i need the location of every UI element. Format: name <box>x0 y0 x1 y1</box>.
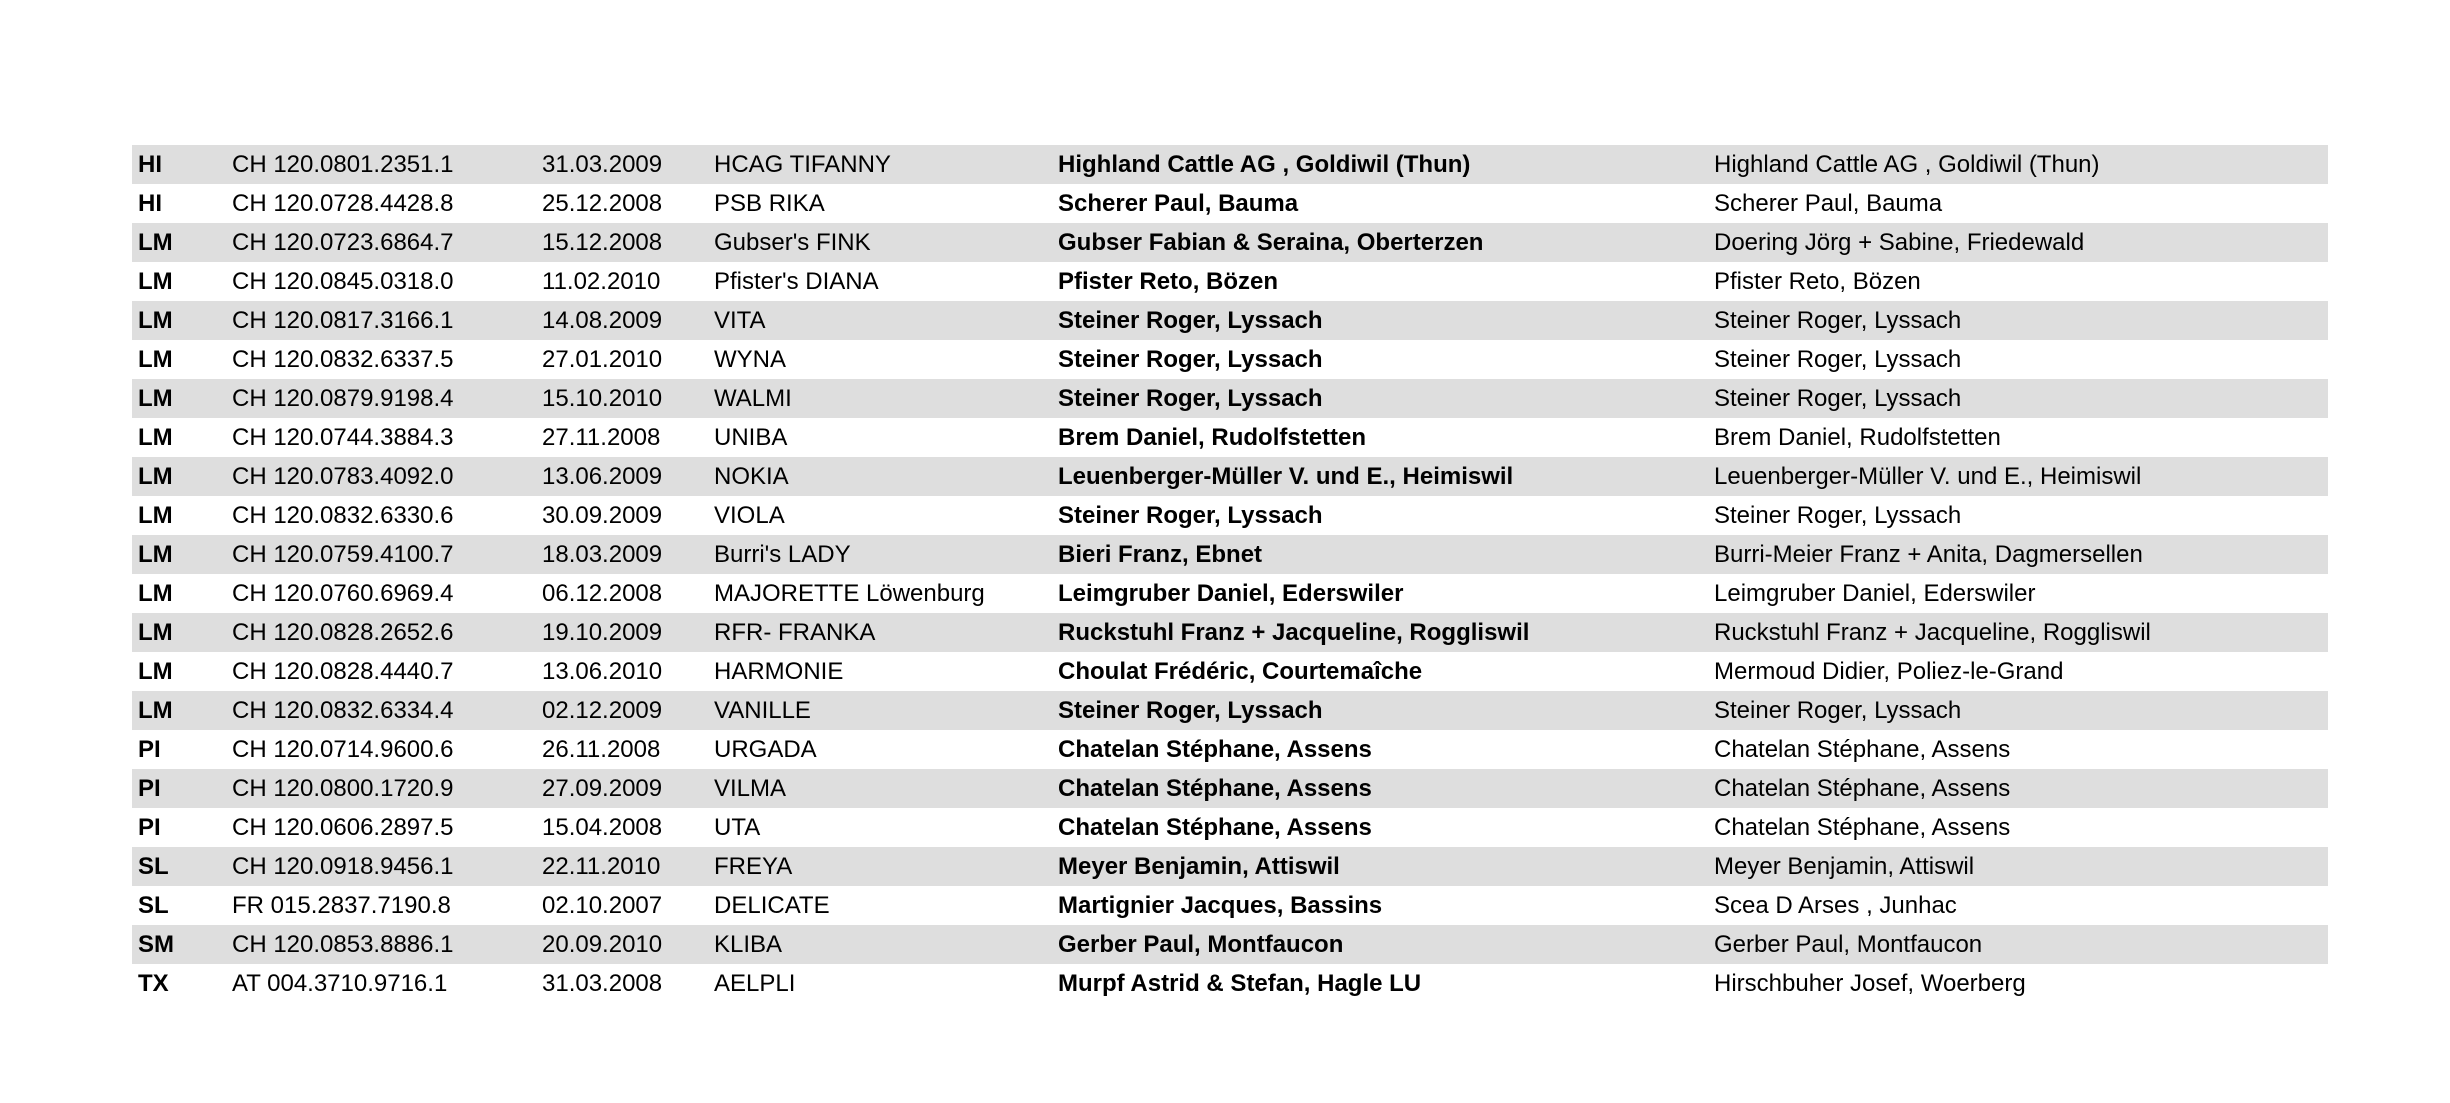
breed-cell: LM <box>138 658 173 685</box>
table-row <box>132 769 2328 808</box>
birth-date-cell: 30.09.2009 <box>542 502 663 529</box>
owner-cell: Scea D Arses , Junhac <box>1714 892 1957 919</box>
table-row <box>132 847 2328 886</box>
breed-cell: LM <box>138 346 173 373</box>
owner-cell: Steiner Roger, Lyssach <box>1714 307 1962 334</box>
breeder-cell: Meyer Benjamin, Attiswil <box>1058 853 1340 880</box>
animal-id-cell: CH 120.0783.4092.0 <box>232 463 454 490</box>
animal-id-cell: CH 120.0832.6337.5 <box>232 346 454 373</box>
animal-id-cell: CH 120.0728.4428.8 <box>232 190 454 217</box>
animal-id-cell: CH 120.0800.1720.9 <box>232 775 454 802</box>
animal-id-cell: CH 120.0879.9198.4 <box>232 385 454 412</box>
owner-cell: Steiner Roger, Lyssach <box>1714 502 1962 529</box>
breeder-cell: Steiner Roger, Lyssach <box>1058 346 1323 373</box>
animal-name-cell: PSB RIKA <box>714 190 825 217</box>
owner-cell: Ruckstuhl Franz + Jacqueline, Roggliswil <box>1714 619 2151 646</box>
breeder-cell: Chatelan Stéphane, Assens <box>1058 775 1372 802</box>
animal-id-cell: FR 015.2837.7190.8 <box>232 892 451 919</box>
breed-cell: PI <box>138 736 161 763</box>
breed-cell: LM <box>138 619 173 646</box>
table-row <box>132 730 2328 769</box>
breed-cell: LM <box>138 385 173 412</box>
birth-date-cell: 14.08.2009 <box>542 307 663 334</box>
breed-cell: LM <box>138 502 173 529</box>
birth-date-cell: 27.09.2009 <box>542 775 663 802</box>
table-row <box>132 457 2328 496</box>
birth-date-cell: 06.12.2008 <box>542 580 663 607</box>
birth-date-cell: 13.06.2010 <box>542 658 663 685</box>
breeder-cell: Choulat Frédéric, Courtemaîche <box>1058 658 1423 685</box>
birth-date-cell: 26.11.2008 <box>542 736 661 763</box>
animal-name-cell: UTA <box>714 814 761 841</box>
animal-id-cell: CH 120.0714.9600.6 <box>232 736 454 763</box>
animal-id-cell: CH 120.0817.3166.1 <box>232 307 454 334</box>
table-body <box>132 145 2328 1003</box>
animal-name-cell: VILMA <box>714 775 787 802</box>
breed-cell: SM <box>138 931 174 958</box>
animal-name-cell: MAJORETTE Löwenburg <box>714 580 985 607</box>
birth-date-cell: 20.09.2010 <box>542 931 663 958</box>
breeder-cell: Ruckstuhl Franz + Jacqueline, Roggliswil <box>1058 619 1530 646</box>
animal-name-cell: Burri's LADY <box>714 541 851 568</box>
birth-date-cell: 31.03.2009 <box>542 151 663 178</box>
animal-id-cell: CH 120.0801.2351.1 <box>232 151 454 178</box>
table-row <box>132 379 2328 418</box>
animal-id-cell: CH 120.0759.4100.7 <box>232 541 454 568</box>
table-row <box>132 652 2328 691</box>
animal-name-cell: VITA <box>714 307 766 334</box>
animal-name-cell: WYNA <box>714 346 786 373</box>
animal-id-cell: CH 120.0828.4440.7 <box>232 658 454 685</box>
breeder-cell: Murpf Astrid & Stefan, Hagle LU <box>1058 970 1422 997</box>
owner-cell: Steiner Roger, Lyssach <box>1714 697 1962 724</box>
birth-date-cell: 15.12.2008 <box>542 229 663 256</box>
animal-id-cell: CH 120.0744.3884.3 <box>232 424 454 451</box>
breed-cell: SL <box>138 892 169 919</box>
birth-date-cell: 31.03.2008 <box>542 970 663 997</box>
owner-cell: Chatelan Stéphane, Assens <box>1714 775 2011 802</box>
owner-cell: Scherer Paul, Bauma <box>1714 190 1943 217</box>
table-row <box>132 145 2328 184</box>
table-row <box>132 691 2328 730</box>
animal-name-cell: VIOLA <box>714 502 785 529</box>
breed-cell: LM <box>138 697 173 724</box>
animal-name-cell: Gubser's FINK <box>714 229 871 256</box>
animal-id-cell: CH 120.0845.0318.0 <box>232 268 454 295</box>
breeder-cell: Martignier Jacques, Bassins <box>1058 892 1383 919</box>
birth-date-cell: 02.10.2007 <box>542 892 663 919</box>
breed-cell: TX <box>138 970 169 997</box>
animal-id-cell: CH 120.0606.2897.5 <box>232 814 454 841</box>
animal-id-cell: CH 120.0832.6330.6 <box>232 502 454 529</box>
animal-id-cell: CH 120.0918.9456.1 <box>232 853 454 880</box>
breed-cell: LM <box>138 424 173 451</box>
table-row <box>132 418 2328 457</box>
animal-name-cell: VANILLE <box>714 697 811 724</box>
breed-cell: LM <box>138 229 173 256</box>
animal-name-cell: KLIBA <box>714 931 783 958</box>
owner-cell: Burri-Meier Franz + Anita, Dagmersellen <box>1714 541 2143 568</box>
table-row <box>132 301 2328 340</box>
table-row <box>132 535 2328 574</box>
table-row <box>132 262 2328 301</box>
breeder-cell: Leuenberger-Müller V. und E., Heimiswil <box>1058 463 1514 490</box>
breeder-cell: Steiner Roger, Lyssach <box>1058 385 1323 412</box>
breed-cell: PI <box>138 775 161 802</box>
birth-date-cell: 11.02.2010 <box>542 268 661 295</box>
birth-date-cell: 27.11.2008 <box>542 424 661 451</box>
animal-name-cell: HARMONIE <box>714 658 844 685</box>
breeder-cell: Steiner Roger, Lyssach <box>1058 307 1323 334</box>
owner-cell: Pfister Reto, Bözen <box>1714 268 1921 295</box>
breed-cell: SL <box>138 853 169 880</box>
cattle-table <box>132 145 2328 997</box>
breed-cell: HI <box>138 151 162 178</box>
owner-cell: Steiner Roger, Lyssach <box>1714 346 1962 373</box>
table-row <box>132 574 2328 613</box>
table-row <box>132 496 2328 535</box>
animal-name-cell: WALMI <box>714 385 792 412</box>
breeder-cell: Steiner Roger, Lyssach <box>1058 502 1323 529</box>
animal-name-cell: NOKIA <box>714 463 789 490</box>
table-row <box>132 808 2328 847</box>
animal-name-cell: Pfister's DIANA <box>714 268 879 295</box>
table-row <box>132 223 2328 262</box>
animal-name-cell: RFR- FRANKA <box>714 619 876 646</box>
breed-cell: LM <box>138 541 173 568</box>
table-row <box>132 964 2328 1003</box>
breeder-cell: Leimgruber Daniel, Ederswiler <box>1058 580 1404 607</box>
breeder-cell: Pfister Reto, Bözen <box>1058 268 1279 295</box>
breeder-cell: Steiner Roger, Lyssach <box>1058 697 1323 724</box>
animal-name-cell: URGADA <box>714 736 817 763</box>
animal-id-cell: CH 120.0832.6334.4 <box>232 697 454 724</box>
birth-date-cell: 27.01.2010 <box>542 346 663 373</box>
birth-date-cell: 18.03.2009 <box>542 541 663 568</box>
breeder-cell: Highland Cattle AG , Goldiwil (Thun) <box>1058 151 1471 178</box>
animal-id-cell: CH 120.0853.8886.1 <box>232 931 454 958</box>
breed-cell: PI <box>138 814 161 841</box>
breeder-cell: Gubser Fabian & Seraina, Oberterzen <box>1058 229 1484 256</box>
owner-cell: Brem Daniel, Rudolfstetten <box>1714 424 2001 451</box>
table-row <box>132 184 2328 223</box>
birth-date-cell: 19.10.2009 <box>542 619 663 646</box>
table-row <box>132 886 2328 925</box>
birth-date-cell: 02.12.2009 <box>542 697 663 724</box>
owner-cell: Gerber Paul, Montfaucon <box>1714 931 1983 958</box>
breed-cell: HI <box>138 190 162 217</box>
owner-cell: Leuenberger-Müller V. und E., Heimiswil <box>1714 463 2142 490</box>
animal-id-cell: CH 120.0723.6864.7 <box>232 229 454 256</box>
owner-cell: Doering Jörg + Sabine, Friedewald <box>1714 229 2085 256</box>
animal-name-cell: UNIBA <box>714 424 788 451</box>
birth-date-cell: 22.11.2010 <box>542 853 661 880</box>
birth-date-cell: 25.12.2008 <box>542 190 663 217</box>
animal-id-cell: CH 120.0760.6969.4 <box>232 580 454 607</box>
animal-name-cell: AELPLI <box>714 970 796 997</box>
owner-cell: Chatelan Stéphane, Assens <box>1714 814 2011 841</box>
owner-cell: Leimgruber Daniel, Ederswiler <box>1714 580 2036 607</box>
breeder-cell: Gerber Paul, Montfaucon <box>1058 931 1344 958</box>
breeder-cell: Brem Daniel, Rudolfstetten <box>1058 424 1367 451</box>
owner-cell: Chatelan Stéphane, Assens <box>1714 736 2011 763</box>
owner-cell: Mermoud Didier, Poliez-le-Grand <box>1714 658 2064 685</box>
birth-date-cell: 15.04.2008 <box>542 814 663 841</box>
animal-id-cell: AT 004.3710.9716.1 <box>232 970 448 997</box>
birth-date-cell: 13.06.2009 <box>542 463 663 490</box>
animal-name-cell: HCAG TIFANNY <box>714 151 891 178</box>
breeder-cell: Chatelan Stéphane, Assens <box>1058 736 1372 763</box>
birth-date-cell: 15.10.2010 <box>542 385 663 412</box>
animal-name-cell: DELICATE <box>714 892 830 919</box>
table-row <box>132 925 2328 964</box>
breeder-cell: Scherer Paul, Bauma <box>1058 190 1299 217</box>
breed-cell: LM <box>138 268 173 295</box>
breeder-cell: Bieri Franz, Ebnet <box>1058 541 1263 568</box>
owner-cell: Steiner Roger, Lyssach <box>1714 385 1962 412</box>
breeder-cell: Chatelan Stéphane, Assens <box>1058 814 1372 841</box>
owner-cell: Highland Cattle AG , Goldiwil (Thun) <box>1714 151 2100 178</box>
owner-cell: Hirschbuher Josef, Woerberg <box>1714 970 2026 997</box>
breed-cell: LM <box>138 463 173 490</box>
owner-cell: Meyer Benjamin, Attiswil <box>1714 853 1975 880</box>
breed-cell: LM <box>138 307 173 334</box>
table-row <box>132 613 2328 652</box>
animal-id-cell: CH 120.0828.2652.6 <box>232 619 454 646</box>
breed-cell: LM <box>138 580 173 607</box>
animal-name-cell: FREYA <box>714 853 793 880</box>
table-row <box>132 340 2328 379</box>
